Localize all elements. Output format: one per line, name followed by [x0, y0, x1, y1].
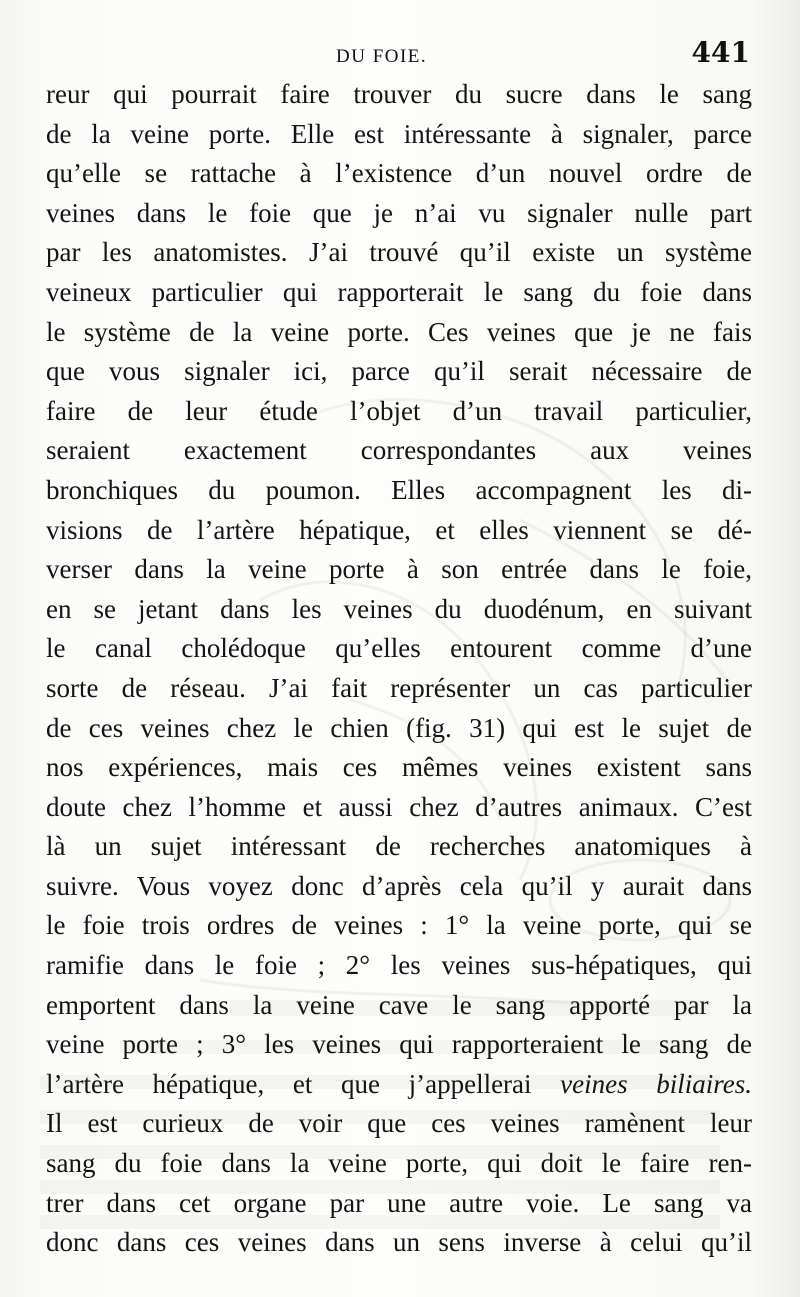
text-segment: par les anatomistes. J’ai trouvé qu’il existe un système — [46, 237, 752, 268]
running-title: DU FOIE. — [336, 46, 428, 67]
text-line — [46, 748, 752, 788]
page-number: 441 — [691, 36, 750, 69]
text-line — [46, 827, 752, 867]
text-segment: veine porte ; 3° les veines qui rapporteraient le sang de — [46, 1029, 752, 1060]
text-line — [46, 946, 752, 986]
text-line — [46, 788, 752, 828]
text-segment: le système de la veine porte. Ces veines que je ne fais — [46, 316, 752, 347]
text-segment: suivre. Vous voyez donc d’après cela qu’il y aurait dans — [46, 870, 752, 901]
text-line — [46, 906, 752, 946]
text-line — [46, 1025, 752, 1065]
text-segment: trer dans cet organe par une autre voie. Le sang va — [46, 1187, 752, 1218]
text-line — [46, 431, 752, 471]
text-segment: bronchiques du poumon. Elles accompagnent les di- — [46, 474, 752, 505]
text-line — [46, 709, 752, 749]
text-line — [46, 233, 752, 273]
text-segment: verser dans la veine porte à son entrée dans le foie, — [46, 554, 752, 585]
text-line — [46, 1184, 752, 1224]
text-line — [46, 471, 752, 511]
text-line — [46, 392, 752, 432]
text-segment: Il est curieux de voir que ces veines ramènent leur — [46, 1108, 752, 1139]
text-line — [46, 1223, 752, 1263]
text-line — [46, 115, 752, 155]
text-line — [46, 1065, 752, 1105]
text-line — [46, 550, 752, 590]
text-line — [46, 629, 752, 669]
text-segment: le foie trois ordres de veines : 1° la veine porte, qui se — [46, 910, 752, 941]
text-segment: visions de l’artère hépatique, et elles viennent se dé- — [46, 514, 752, 545]
body-text — [46, 75, 752, 1263]
text-line — [46, 986, 752, 1026]
text-segment: ramifie dans le foie ; 2° les veines sus-hépatiques, qui — [46, 950, 752, 981]
text-segment: en se jetant dans les veines du duodénum, en suivant — [46, 593, 752, 624]
text-segment: de ces veines chez le chien (fig. 31) qui est le sujet de — [46, 712, 752, 743]
text-line — [46, 1104, 752, 1144]
text-segment: veines dans le foie que je n’ai vu signaler nulle part — [46, 197, 752, 228]
text-line — [46, 313, 752, 353]
text-line — [46, 352, 752, 392]
text-segment: là un sujet intéressant de recherches anatomiques à — [46, 831, 752, 862]
running-head — [46, 36, 752, 74]
text-line — [46, 194, 752, 234]
italic-term: veines biliaires. — [560, 1068, 752, 1099]
text-segment: l’artère hépatique, et que j’appellerai — [46, 1068, 561, 1099]
text-line — [46, 867, 752, 907]
text-line — [46, 511, 752, 551]
text-segment: seraient exactement correspondantes aux veines — [46, 435, 752, 466]
text-segment: faire de leur étude l’objet d’un travail particulier, — [46, 395, 752, 426]
text-segment: doute chez l’homme et aussi chez d’autres animaux. C’est — [46, 791, 752, 822]
text-line — [46, 1144, 752, 1184]
text-segment: de la veine porte. Elle est intéressante à signaler, parce — [46, 118, 752, 149]
text-segment: reur qui pourrait faire trouver du sucre dans le sang — [46, 79, 752, 109]
text-line — [46, 154, 752, 194]
text-segment: nos expériences, mais ces mêmes veines existent sans — [46, 752, 752, 783]
text-segment: veineux particulier qui rapporterait le sang du foie dans — [46, 276, 752, 307]
text-segment: donc dans ces veines dans un sens inverse à celui qu’il — [46, 1227, 752, 1258]
text-segment: qu’elle se rattache à l’existence d’un nouvel ordre de — [46, 158, 752, 189]
text-segment: que vous signaler ici, parce qu’il serait nécessaire de — [46, 356, 752, 387]
text-line — [46, 669, 752, 709]
text-line — [46, 75, 752, 115]
text-line — [46, 273, 752, 313]
text-segment: emportent dans la veine cave le sang apporté par la — [46, 989, 752, 1020]
text-segment: le canal cholédoque qu’elles entourent comme d’une — [46, 633, 752, 664]
text-segment: sang du foie dans la veine porte, qui doit le faire ren- — [46, 1148, 752, 1179]
text-segment: sorte de réseau. J’ai fait représenter un cas particulier — [46, 672, 752, 703]
text-line — [46, 590, 752, 630]
